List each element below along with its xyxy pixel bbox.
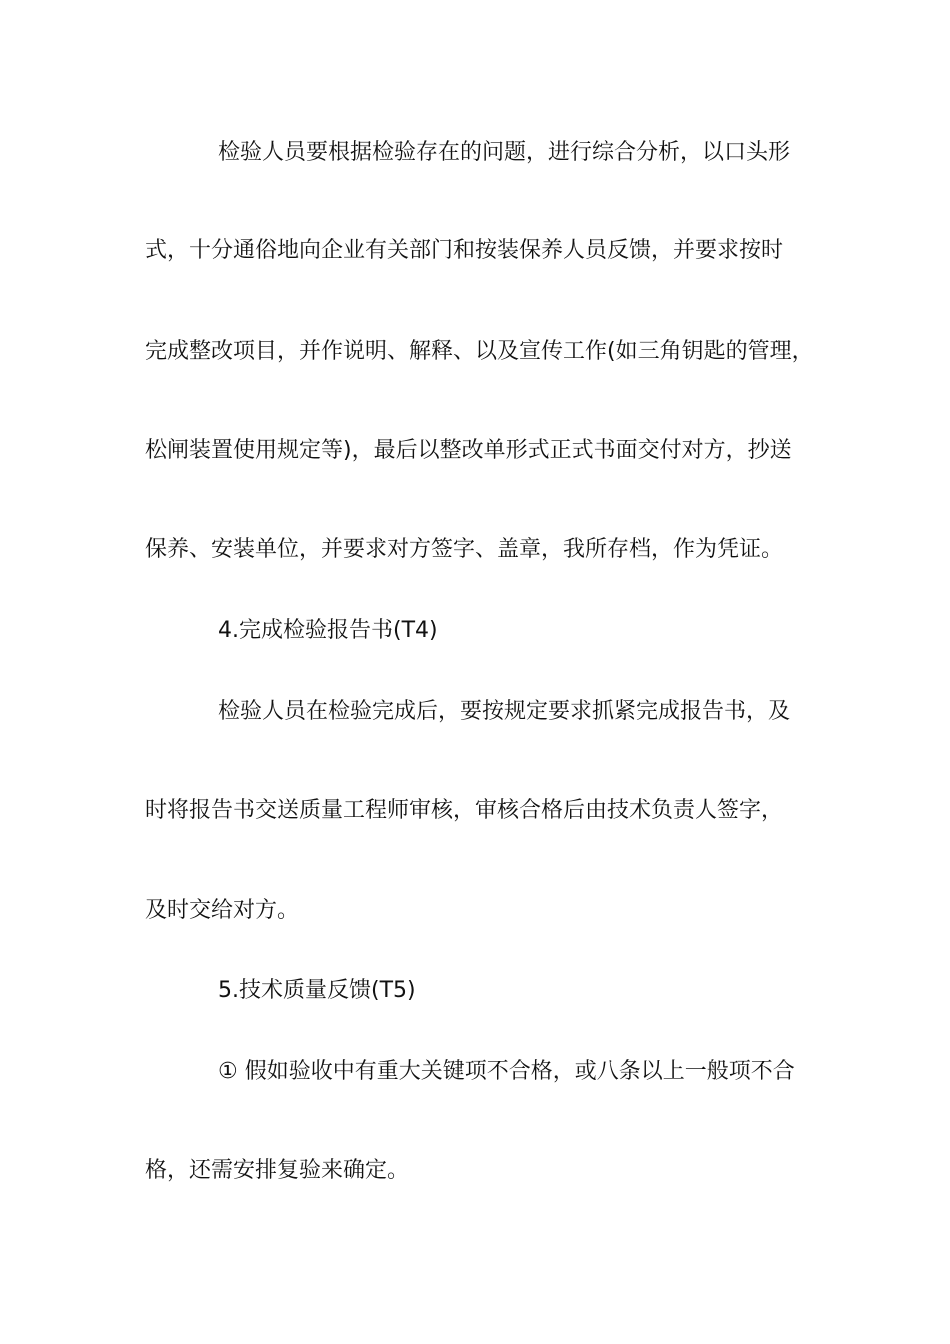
- paragraph-line: ① 假如验收中有重大关键项不合格，或八条以上一般项不合: [218, 1059, 795, 1084]
- paragraph-line: 格，还需安排复验来确定。: [145, 1158, 410, 1183]
- paragraph-line: 保养、安装单位，并要求对方签字、盖章，我所存档，作为凭证。: [145, 537, 784, 562]
- paragraph-line: 松闸装置使用规定等)，最后以整改单形式正式书面交付对方，抄送: [145, 438, 792, 463]
- section-heading: 4.完成检验报告书(T4): [218, 618, 438, 643]
- paragraph-line: 式，十分通俗地向企业有关部门和按装保养人员反馈，并要求按时: [145, 238, 784, 263]
- paragraph-line: 及时交给对方。: [145, 898, 300, 923]
- paragraph-line: 检验人员在检验完成后，要按规定要求抓紧完成报告书，及: [218, 699, 791, 724]
- paragraph-line: 完成整改项目，并作说明、解释、以及宣传工作(如三角钥匙的管理，: [145, 339, 814, 364]
- paragraph-line: 检验人员要根据检验存在的问题，进行综合分析，以口头形: [218, 140, 791, 165]
- section-heading: 5.技术质量反馈(T5): [218, 978, 416, 1003]
- paragraph-line: 时将报告书交送质量工程师审核，审核合格后由技术负责人签字，: [145, 798, 784, 823]
